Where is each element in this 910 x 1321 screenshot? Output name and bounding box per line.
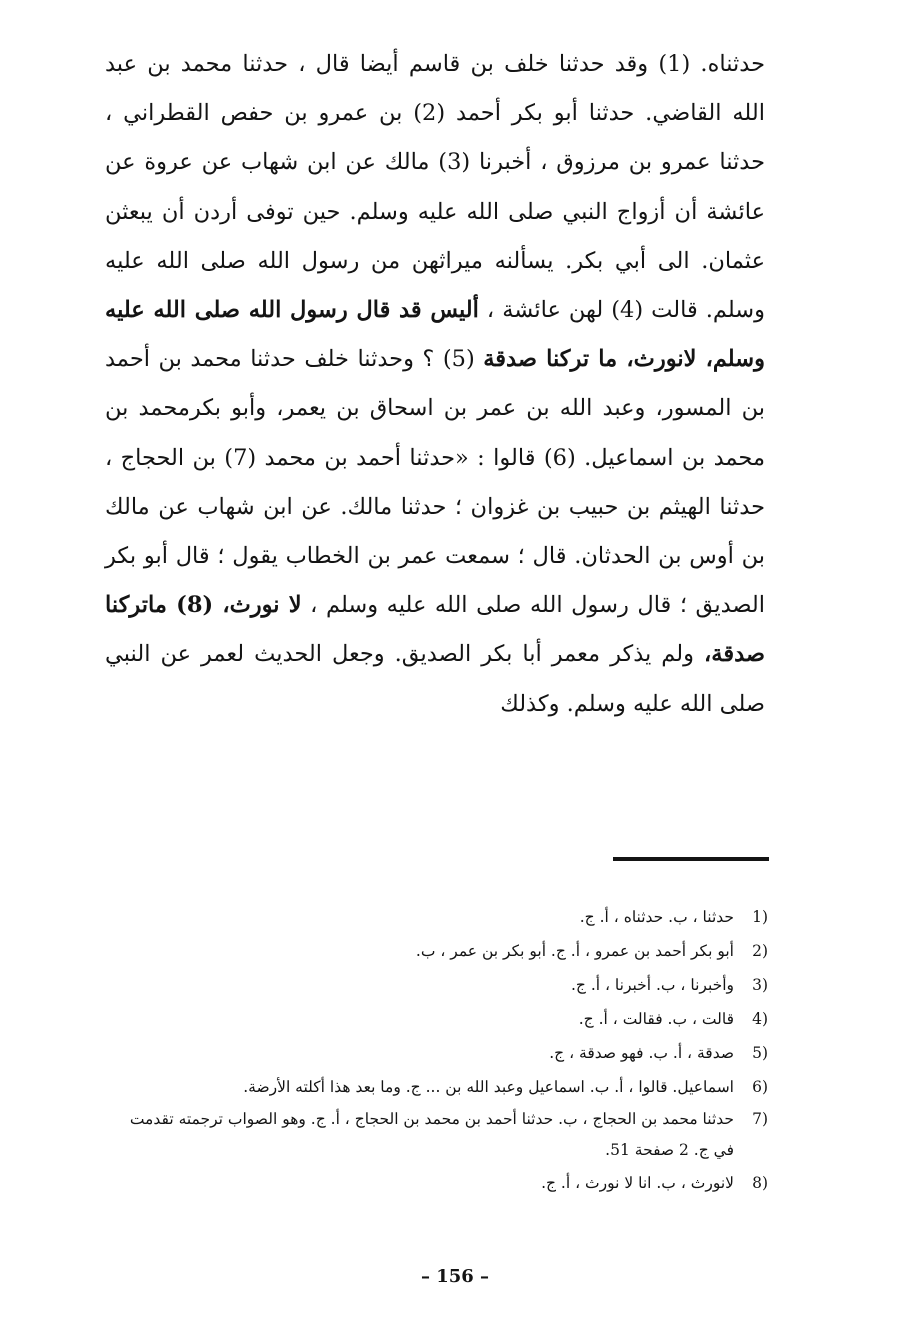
main-text xyxy=(105,40,765,729)
footnote-1 xyxy=(105,900,768,934)
footnote-3 xyxy=(105,968,768,1002)
footnote-separator xyxy=(613,857,769,861)
footnote-text: حدثنا ، ب. حدثناه ، أ. ج. xyxy=(579,908,734,926)
footnote-text: وأخبرنا ، ب. أخبرنا ، أ. ج. xyxy=(570,976,734,994)
footnote-text: أبو بكر أحمد بن عمرو ، أ. ج. أبو بكر بن عمر ، ب. xyxy=(415,942,734,960)
footnote-text: لانورث ، ب. انا لا نورث ، أ. ج. xyxy=(541,1174,734,1192)
footnote-6 xyxy=(105,1070,768,1104)
footnote-number: 4) xyxy=(752,1010,768,1028)
page-number: – 156 – xyxy=(420,1266,490,1287)
text-segment-1: حدثناه. (1) وقد حدثنا خلف بن قاسم أيضا قال ، حدثنا محمد بن عبد الله القاضي. حدثنا أبو بكر أحمد (2) بن عمرو بن حفص القطراني ، حدثنا عمرو بن مرزوق ، أخبرنا (3) مالك عن ابن شهاب عن عروة عن عائشة أن أزواج النبي صلى الله عليه وسلم. حين توفى أردن أن يبعثن عثمان. الى أبي بكر. يسألنه ميراثهن من رسول الله صلى الله عليه وسلم. قالت (4) لهن عائشة ، xyxy=(105,51,766,324)
bold-hadith-2: لا نورث، (8) ماتركنا صدقة، xyxy=(105,592,765,668)
footnote-8 xyxy=(105,1166,768,1200)
footnotes xyxy=(105,900,768,1200)
text-segment-2: (5) ؟ وحدثنا خلف حدثنا محمد بن أحمد بن المسور، وعبد الله بن عمر بن اسحاق بن يعمر، وأبو بكرمحمد بن محمد بن اسماعيل. (6) قالوا : «حدثنا أحمد بن محمد (7) بن الحجاج ، حدثنا الهيثم بن حبيب بن غزوان ؛ حدثنا مالك. عن ابن شهاب عن مالك بن أوس بن الحدثان. قال ؛ سمعت عمر بن الخطاب يقول ؛ قال أبو بكر الصديق ؛ قال رسول الله صلى الله عليه وسلم ، xyxy=(105,346,766,619)
text-segment-3: ولم يذكر معمر أبا بكر الصديق. وجعل الحديث لعمر عن النبي صلى الله عليه وسلم. وكذلك xyxy=(105,641,765,717)
footnote-number: 7) xyxy=(752,1110,768,1128)
footnote-number: 6) xyxy=(752,1078,768,1096)
footnote-number: 5) xyxy=(752,1044,768,1062)
footnote-number: 1) xyxy=(752,908,768,926)
footnote-text: قالت ، ب. فقالت ، أ. ج. xyxy=(578,1010,734,1028)
footnote-7 xyxy=(105,1104,768,1166)
footnote-2 xyxy=(105,934,768,968)
footnote-5 xyxy=(105,1036,768,1070)
bold-hadith-1: أليس قد قال رسول الله صلى الله عليه وسلم، لانورث، ما تركنا صدقة xyxy=(105,297,765,373)
footnote-text: حدثنا محمد بن الحجاج ، ب. حدثنا أحمد بن محمد بن الحجاج ، أ. ج. وهو الصواب ترجمته تقدمت في ج. 2 صفحة 51. xyxy=(129,1110,734,1159)
footnote-text: اسماعيل. قالوا ، أ. ب. اسماعيل وعبد الله بن ... ج. وما بعد هذا أكلته الأرضة. xyxy=(243,1078,734,1096)
footnote-4 xyxy=(105,1002,768,1036)
footnote-number: 3) xyxy=(752,976,768,994)
footnote-text: صدقة ، أ. ب. فهو صدقة ، ج. xyxy=(549,1044,734,1062)
footnote-number: 8) xyxy=(752,1174,768,1192)
footnote-number: 2) xyxy=(752,942,768,960)
